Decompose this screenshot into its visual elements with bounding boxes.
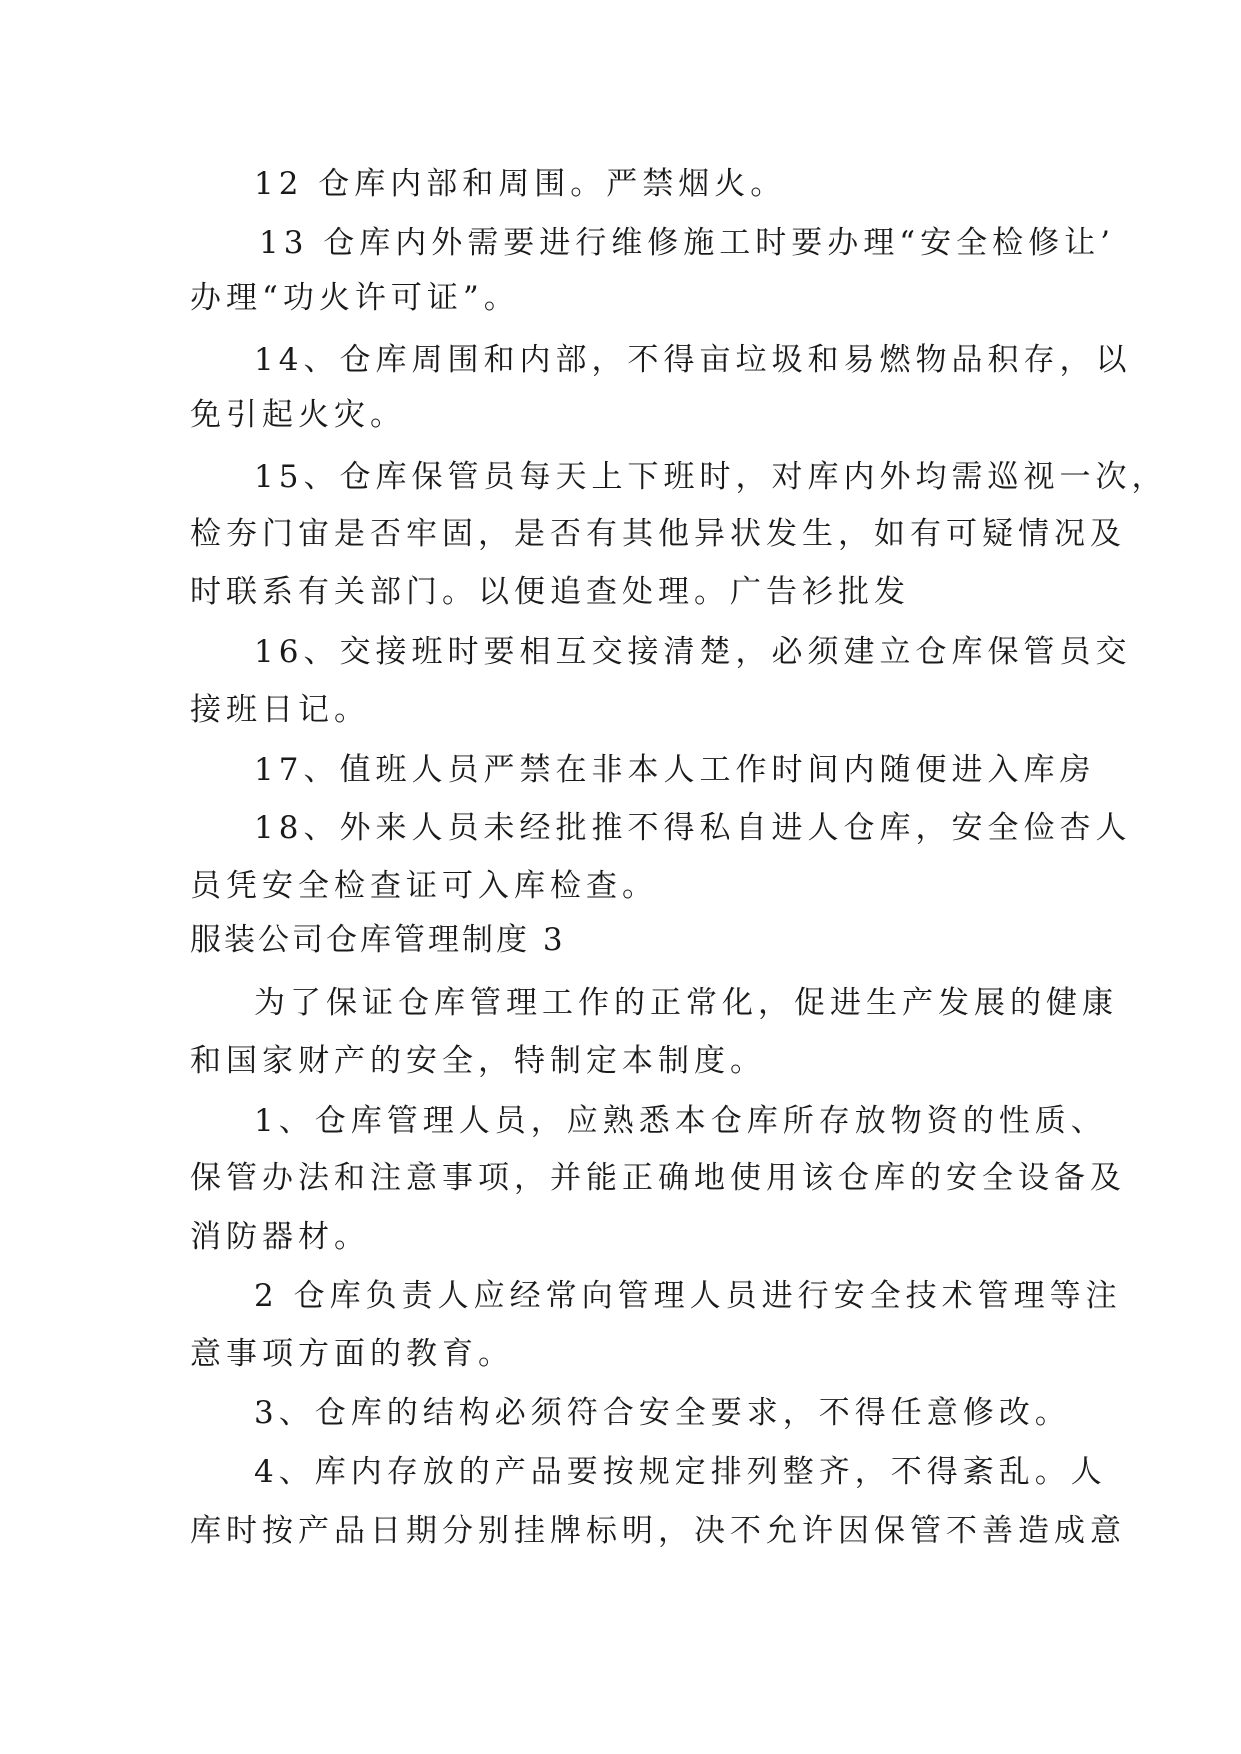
text-line: 检夯门宙是否牢固，是否有其他异状发生，如有可疑情况及 [190,516,1126,552]
section-heading: 服装公司仓库管理制度 3 [190,922,566,958]
text-line: 2 仓库负责人应经常向管理人员进行安全技术管理等注 [254,1278,1122,1314]
text-line: 免引起火灾。 [190,397,406,433]
text-line: 4、库内存放的产品要按规定排列整齐，不得紊乱。人 [254,1454,1107,1490]
text-line: 1、仓库管理人员，应熟悉本仓库所存放物资的性质、 [254,1103,1107,1139]
text-line: 时联系有关部门。以便追查处理。广告衫批发 [190,574,910,610]
text-line: 库时按产品日期分别挂牌标明，决不允许因保管不善造成意 [190,1513,1126,1549]
text-line: 12 仓库内部和周围。严禁烟火。 [254,166,787,202]
text-line: 意事项方面的教育。 [190,1336,514,1372]
text-line: 办理“功火许可证”。 [190,280,520,316]
text-line: 消防器材。 [190,1219,370,1255]
text-line: 16、交接班时要相互交接清楚，必须建立仓库保管员交 [254,634,1132,670]
text-line: 18、外来人员未经批推不得私自进人仓库，安全俭杏人 [254,810,1132,846]
text-line: 接班日记。 [190,692,370,728]
text-line: 17、值班人员严禁在非本人工作时间内随便进入库房 [254,752,1096,788]
text-line: 保管办法和注意事项，并能正确地使用该仓库的安全设备及 [190,1160,1126,1196]
text-line: 13 仓库内外需要进行维修施工时要办理“安全检修让’ [259,225,1116,261]
text-line: 和国家财产的安全，特制定本制度。 [190,1043,766,1079]
text-line: 15、仓库保管员每天上下班时，对库内外均需巡视一次， [254,459,1168,495]
text-line: 员凭安全检查证可入库检查。 [190,868,658,904]
text-line: 14、仓库周围和内部，不得亩垃圾和易燃物品积存，以 [254,342,1132,378]
text-line: 3、仓库的结构必须符合安全要求，不得任意修改。 [254,1395,1071,1431]
text-line: 为了保证仓库管理工作的正常化，促进生产发展的健康 [254,985,1118,1021]
